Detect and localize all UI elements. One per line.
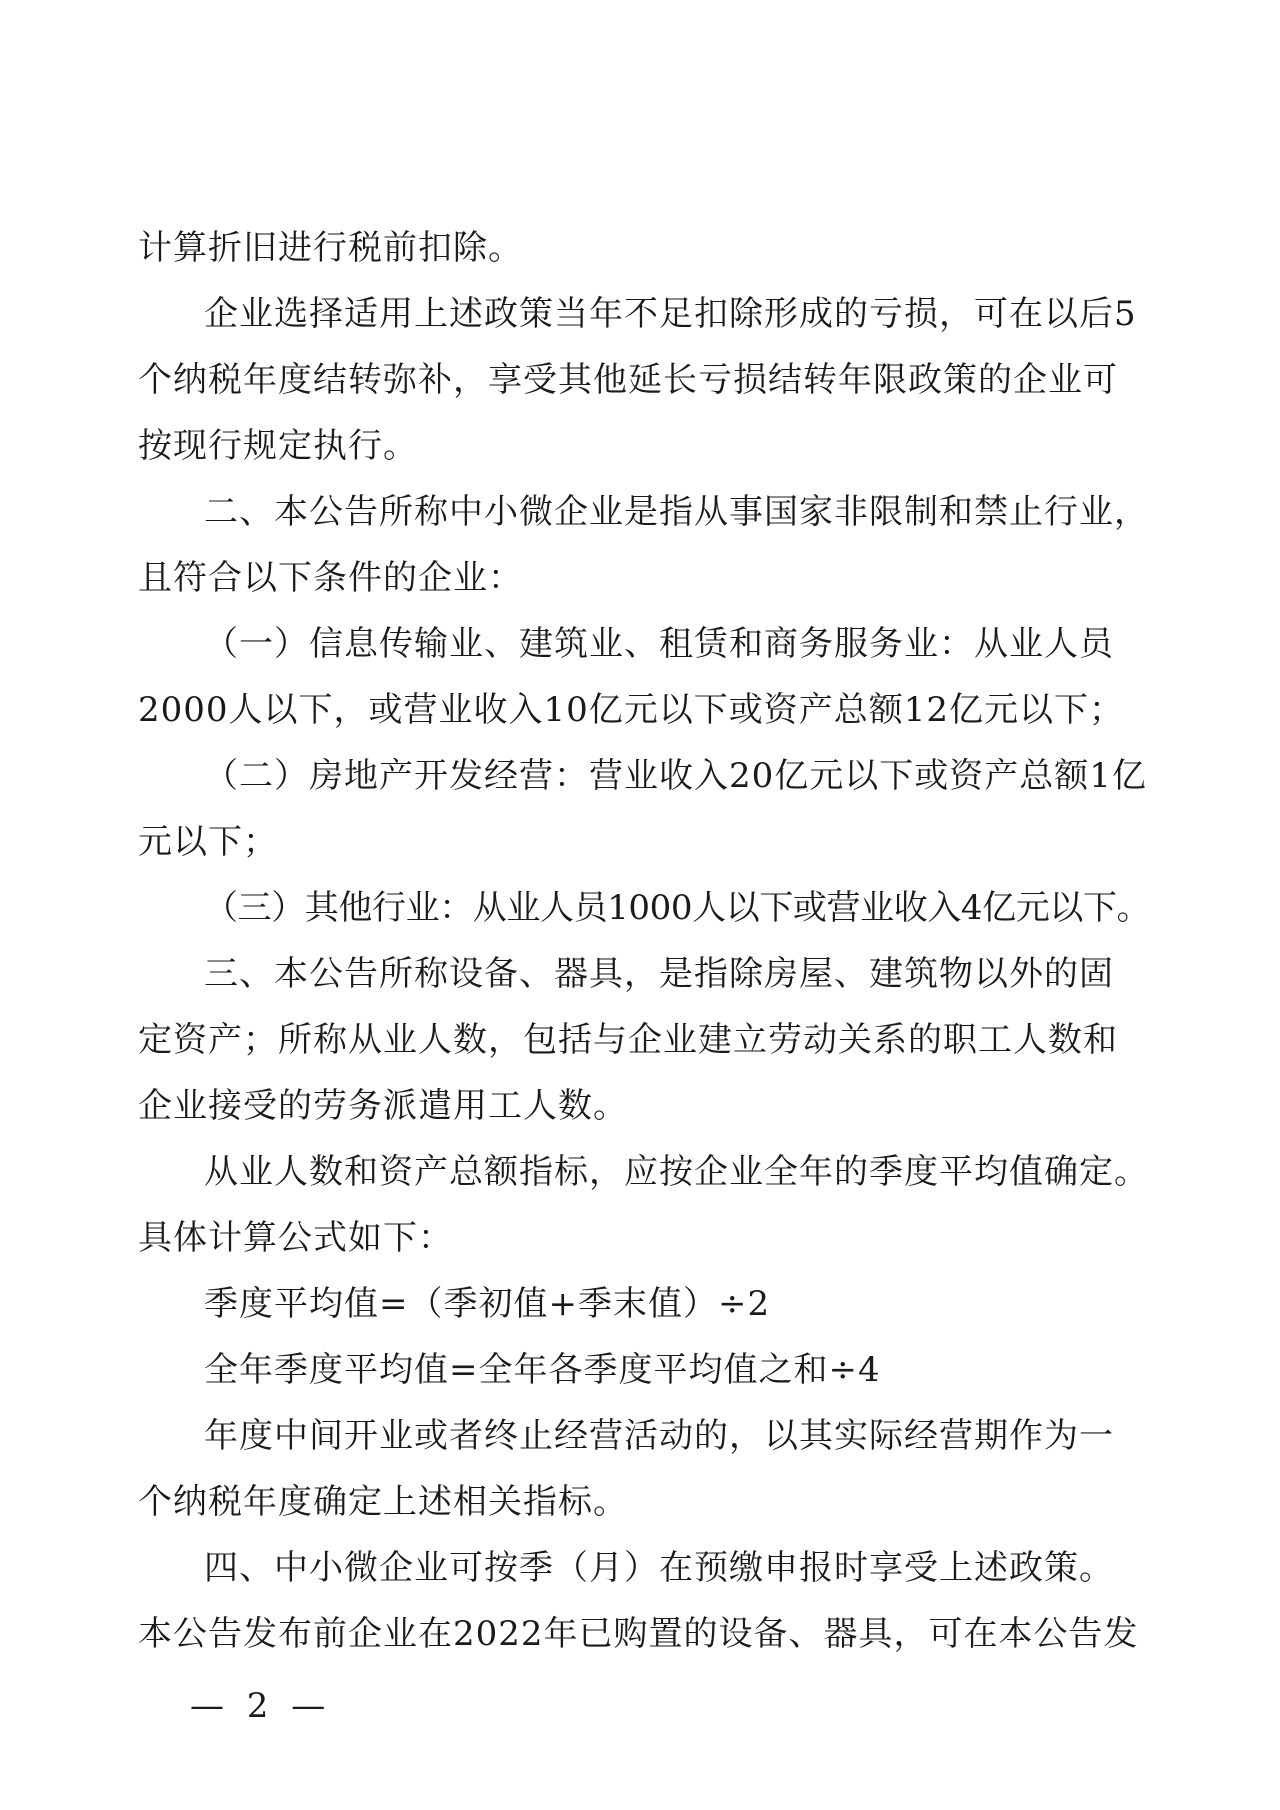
text-line-17: 季度平均值=（季初值+季末值）÷2 (204, 1284, 771, 1324)
text-line-5: 二、本公告所称中小微企业是指从事国家非限制和禁止行业， (204, 492, 1149, 532)
text-line-14: 企业接受的劳务派遣用工人数。 (138, 1086, 628, 1126)
text-line-12: 三、本公告所称设备、器具，是指除房屋、建筑物以外的固 (204, 954, 1114, 994)
text-line-4: 按现行规定执行。 (138, 426, 418, 466)
text-line-9: （二）房地产开发经营：营业收入20亿元以下或资产总额1亿 (204, 756, 1147, 796)
text-line-15: 从业人数和资产总额指标，应按企业全年的季度平均值确定。 (204, 1152, 1149, 1192)
text-line-3: 个纳税年度结转弥补，享受其他延长亏损结转年限政策的企业可 (138, 360, 1118, 400)
text-line-19: 年度中间开业或者终止经营活动的，以其实际经营期作为一 (204, 1416, 1114, 1456)
text-line-7: （一）信息传输业、建筑业、租赁和商务服务业：从业人员 (204, 624, 1114, 664)
text-line-13: 定资产；所称从业人数，包括与企业建立劳动关系的职工人数和 (138, 1020, 1118, 1060)
text-line-18: 全年季度平均值=全年各季度平均值之和÷4 (204, 1350, 881, 1390)
text-line-6: 且符合以下条件的企业： (138, 558, 523, 598)
text-line-11: （三）其他行业：从业人员1000人以下或营业收入4亿元以下。 (204, 888, 1151, 928)
text-line-22: 本公告发布前企业在2022年已购置的设备、器具，可在本公告发 (138, 1614, 1139, 1654)
text-line-10: 元以下； (138, 822, 278, 862)
text-line-2: 企业选择适用上述政策当年不足扣除形成的亏损，可在以后5 (204, 294, 1137, 334)
text-line-20: 个纳税年度确定上述相关指标。 (138, 1482, 628, 1522)
text-line-8: 2000人以下，或营业收入10亿元以下或资产总额12亿元以下； (138, 690, 1125, 730)
page-number: — 2 — (190, 1686, 332, 1726)
text-line-1: 计算折旧进行税前扣除。 (138, 228, 523, 268)
text-line-21: 四、中小微企业可按季（月）在预缴申报时享受上述政策。 (204, 1548, 1114, 1588)
text-line-16: 具体计算公式如下： (138, 1218, 453, 1258)
